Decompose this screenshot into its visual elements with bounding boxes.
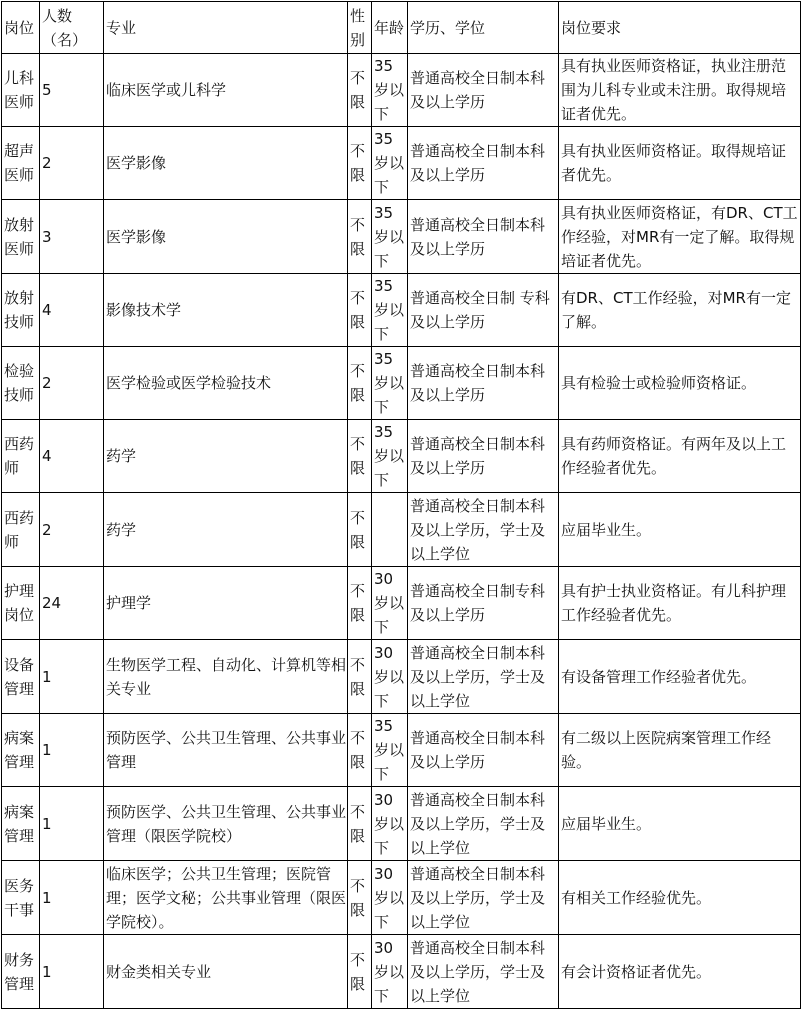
cell-requirements: 有相关工作经验优先。 (559, 861, 801, 935)
cell-education: 普通高校全日制本科及以上学历，学士及以上学位 (408, 493, 559, 567)
cell-major: 生物医学工程、自动化、计算机等相关专业 (104, 640, 348, 714)
cell-education: 普通高校全日制本科及以上学历，学士及以上学位 (408, 935, 559, 1009)
cell-age: 30岁以下 (372, 640, 408, 714)
header-education: 学历、学位 (408, 2, 559, 54)
cell-education: 普通高校全日制本科及以上学历，学士及以上学位 (408, 861, 559, 935)
table-row (2, 127, 801, 200)
cell-major: 药学 (104, 420, 348, 493)
cell-requirements: 具有检验士或检验师资格证。 (559, 347, 801, 420)
table-row (2, 274, 801, 347)
recruitment-table (1, 1, 801, 1009)
cell-requirements: 具有执业医师资格证，有DR、CT工作经验，对MR有一定了解。取得规培证者优先。 (559, 200, 801, 274)
cell-headcount: 24 (40, 567, 104, 640)
cell-requirements: 具有执业医师资格证，执业注册范围为儿科专业或未注册。取得规培证者优先。 (559, 54, 801, 127)
cell-age: 35岁以下 (372, 274, 408, 347)
table-row (2, 567, 801, 640)
cell-post: 超声医师 (2, 127, 40, 200)
cell-requirements: 具有护士执业资格证。有儿科护理工作经验者优先。 (559, 567, 801, 640)
cell-post: 护理岗位 (2, 567, 40, 640)
cell-gender: 不限 (348, 640, 372, 714)
header-age: 年龄 (372, 2, 408, 54)
cell-post: 病案管理 (2, 787, 40, 861)
cell-headcount: 2 (40, 127, 104, 200)
cell-major: 财金类相关专业 (104, 935, 348, 1009)
cell-requirements: 具有药师资格证。有两年及以上工作经验者优先。 (559, 420, 801, 493)
cell-headcount: 1 (40, 935, 104, 1009)
cell-headcount: 4 (40, 274, 104, 347)
cell-major: 影像技术学 (104, 274, 348, 347)
cell-gender: 不限 (348, 493, 372, 567)
cell-education: 普通高校全日制本科及以上学历 (408, 347, 559, 420)
header-row (2, 2, 801, 54)
cell-major: 预防医学、公共卫生管理、公共事业管理（限医学院校） (104, 787, 348, 861)
cell-education: 普通高校全日制本科及以上学历 (408, 54, 559, 127)
cell-age: 30岁以下 (372, 861, 408, 935)
cell-post: 儿科医师 (2, 54, 40, 127)
cell-education: 普通高校全日制 专科及以上学历 (408, 274, 559, 347)
cell-headcount: 1 (40, 714, 104, 787)
cell-headcount: 1 (40, 787, 104, 861)
cell-requirements: 有会计资格证者优先。 (559, 935, 801, 1009)
cell-age: 30岁以下 (372, 787, 408, 861)
cell-post: 放射技师 (2, 274, 40, 347)
table-row (2, 714, 801, 787)
header-headcount: 人数（名） (40, 2, 104, 54)
cell-major: 药学 (104, 493, 348, 567)
cell-age: 35岁以下 (372, 200, 408, 274)
table-row (2, 640, 801, 714)
header-major: 专业 (104, 2, 348, 54)
cell-headcount: 2 (40, 347, 104, 420)
cell-post: 医务干事 (2, 861, 40, 935)
table-row (2, 54, 801, 127)
table-row (2, 787, 801, 861)
cell-major: 护理学 (104, 567, 348, 640)
cell-headcount: 2 (40, 493, 104, 567)
cell-gender: 不限 (348, 787, 372, 861)
cell-education: 普通高校全日制本科及以上学历 (408, 127, 559, 200)
cell-education: 普通高校全日制专科及以上学历 (408, 567, 559, 640)
cell-gender: 不限 (348, 935, 372, 1009)
cell-education: 普通高校全日制本科及以上学历，学士及以上学位 (408, 787, 559, 861)
cell-headcount: 1 (40, 640, 104, 714)
cell-gender: 不限 (348, 200, 372, 274)
cell-requirements: 有DR、CT工作经验，对MR有一定了解。 (559, 274, 801, 347)
cell-post: 西药师 (2, 493, 40, 567)
cell-gender: 不限 (348, 54, 372, 127)
cell-requirements: 有设备管理工作经验者优先。 (559, 640, 801, 714)
cell-age: 30岁以下 (372, 935, 408, 1009)
table-row (2, 420, 801, 493)
cell-headcount: 1 (40, 861, 104, 935)
header-post: 岗位 (2, 2, 40, 54)
cell-gender: 不限 (348, 347, 372, 420)
cell-age: 35岁以下 (372, 347, 408, 420)
table-row (2, 200, 801, 274)
cell-gender: 不限 (348, 567, 372, 640)
cell-gender: 不限 (348, 861, 372, 935)
cell-post: 检验技师 (2, 347, 40, 420)
cell-headcount: 5 (40, 54, 104, 127)
cell-age: 35岁以下 (372, 54, 408, 127)
cell-headcount: 4 (40, 420, 104, 493)
cell-post: 设备管理 (2, 640, 40, 714)
cell-headcount: 3 (40, 200, 104, 274)
cell-major: 医学影像 (104, 200, 348, 274)
cell-major: 医学检验或医学检验技术 (104, 347, 348, 420)
cell-requirements: 应届毕业生。 (559, 493, 801, 567)
cell-major: 临床医学或儿科学 (104, 54, 348, 127)
cell-requirements: 具有执业医师资格证。取得规培证者优先。 (559, 127, 801, 200)
header-requirements: 岗位要求 (559, 2, 801, 54)
cell-major: 医学影像 (104, 127, 348, 200)
cell-age: 35岁以下 (372, 420, 408, 493)
cell-post: 放射医师 (2, 200, 40, 274)
cell-age: 30岁以下 (372, 567, 408, 640)
cell-gender: 不限 (348, 420, 372, 493)
cell-major: 临床医学；公共卫生管理；医院管理；医学文秘；公共事业管理（限医学院校）。 (104, 861, 348, 935)
cell-gender: 不限 (348, 127, 372, 200)
cell-age: 35岁以下 (372, 714, 408, 787)
table-row (2, 861, 801, 935)
cell-education: 普通高校全日制本科及以上学历 (408, 200, 559, 274)
cell-major: 预防医学、公共卫生管理、公共事业管理 (104, 714, 348, 787)
cell-age: 35岁以下 (372, 127, 408, 200)
cell-age (372, 493, 408, 567)
cell-gender: 不限 (348, 714, 372, 787)
cell-education: 普通高校全日制本科及以上学历 (408, 420, 559, 493)
table-row (2, 347, 801, 420)
cell-requirements: 应届毕业生。 (559, 787, 801, 861)
cell-post: 病案管理 (2, 714, 40, 787)
cell-gender: 不限 (348, 274, 372, 347)
cell-education: 普通高校全日制本科及以上学历，学士及以上学位 (408, 640, 559, 714)
cell-education: 普通高校全日制本科及以上学历 (408, 714, 559, 787)
cell-post: 西药师 (2, 420, 40, 493)
header-gender: 性别 (348, 2, 372, 54)
table-row (2, 935, 801, 1009)
cell-post: 财务管理 (2, 935, 40, 1009)
table-row (2, 493, 801, 567)
cell-requirements: 有二级以上医院病案管理工作经验。 (559, 714, 801, 787)
